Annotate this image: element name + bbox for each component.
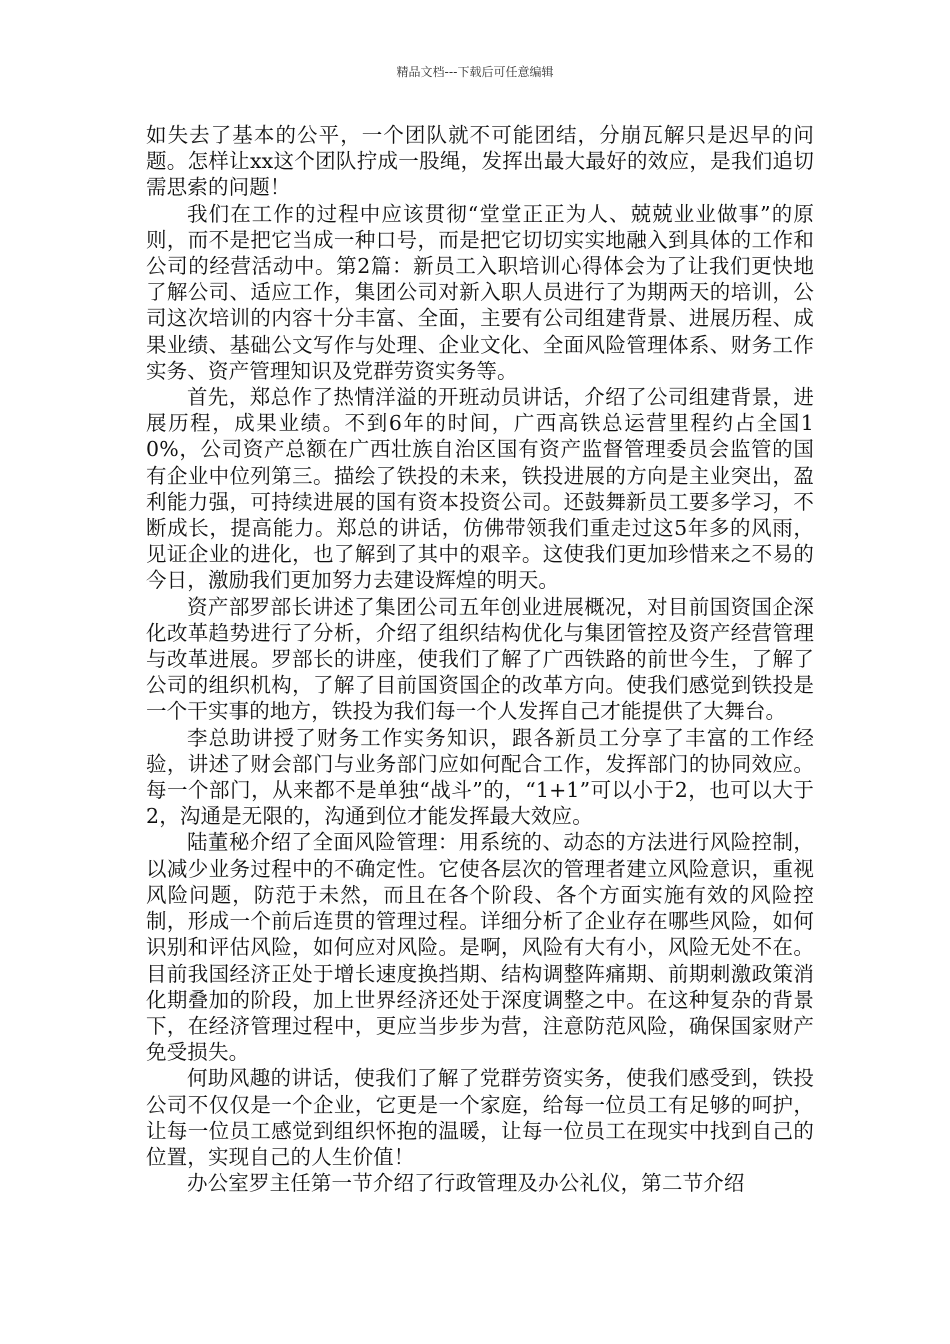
paragraph: 我们在工作的过程中应该贯彻“堂堂正正为人、兢兢业业做事”的原则，而不是把它当成一种口号，而是把它切切实实地融入到具体的工作和公司的经营活动中。第2篇：新员工入职培训心得体会为了让我们更快地了解公司、适应工作，集团公司对新入职人员进行了为期两天的培训，公司这次培训的内容十分丰富、全面，主要有公司组建背景、进展历程、成果业绩、基础公文写作与处理、企业文化、全面风险管理体系、财务工作实务、资产管理知识及党群劳资实务等。 bbox=[146, 201, 814, 383]
paragraph: 办公室罗主任第一节介绍了行政管理及办公礼仪，第二节介绍 bbox=[187, 1171, 745, 1196]
document-body bbox=[146, 122, 814, 1196]
paragraph: 资产部罗部长讲述了集团公司五年创业进展概况，对目前国资国企深化改革趋势进行了分析，介绍了组织结构优化与集团管控及资产经营管理与改革进展。罗部长的讲座，使我们了解了广西铁路的前世今生，了解了公司的组织机构，了解了目前国资国企的改革方向。使我们感觉到铁投是一个干实事的地方，铁投为我们每一个人发挥自己才能提供了大舞台。 bbox=[146, 594, 814, 724]
paragraph: 首先，郑总作了热情洋溢的开班动员讲话，介绍了公司组建背景，进展历程，成果业绩。不到6年的时间，广西高铁总运营里程约占全国10%，公司资产总额在广西壮族自治区国有资产监督管理委员会监管的国有企业中位列第三。描绘了铁投的未来，铁投进展的方向是主业突出，盈利能力强，可持续进展的国有资本投资公司。还鼓舞新员工要多学习，不断成长，提高能力。郑总的讲话，仿佛带领我们重走过这5年多的风雨，见证企业的进化，也了解到了其中的艰辛。这使我们更加珍惜来之不易的今日，激励我们更加努力去建设辉煌的明天。 bbox=[146, 385, 814, 593]
page-header: 精品文档---下载后可任意编辑 bbox=[396, 65, 554, 79]
paragraph: 何助风趣的讲话，使我们了解了党群劳资实务，使我们感受到，铁投公司不仅仅是一个企业，它更是一个家庭，给每一位员工有足够的呵护，让每一位员工感觉到组织怀抱的温暖，让每一位员工在现实中找到自己的位置，实现自己的人生价值！ bbox=[146, 1066, 814, 1169]
paragraph: 李总助讲授了财务工作实务知识，跟各新员工分享了丰富的工作经验，讲述了财会部门与业务部门应如何配合工作，发挥部门的协同效应。每一个部门，从来都不是单独“战斗”的，“1+1”可以小于2，也可以大于2，沟通是无限的，沟通到位才能发挥最大效应。 bbox=[146, 725, 814, 829]
paragraph: 陆董秘介绍了全面风险管理：用系统的、动态的方法进行风险控制，以减少业务过程中的不确定性。它使各层次的管理者建立风险意识，重视风险问题，防范于未然，而且在各个阶段、各个方面实施有效的风险控制，形成一个前后连贯的管理过程。详细分析了企业存在哪些风险，如何识别和评估风险，如何应对风险。是啊，风险有大有小，风险无处不在。目前我国经济正处于增长速度换挡期、结构调整阵痛期、前期刺激政策消化期叠加的阶段，加上世界经济还处于深度调整之中。在这种复杂的背景下，在经济管理过程中，更应当步步为营，注意防范风险，确保国家财产免受损失。 bbox=[146, 830, 814, 1065]
paragraph: 如失去了基本的公平，一个团队就不可能团结，分崩瓦解只是迟早的问题。怎样让xx这个团队拧成一股绳，发挥出最大最好的效应，是我们追切需思索的问题！ bbox=[146, 123, 814, 200]
